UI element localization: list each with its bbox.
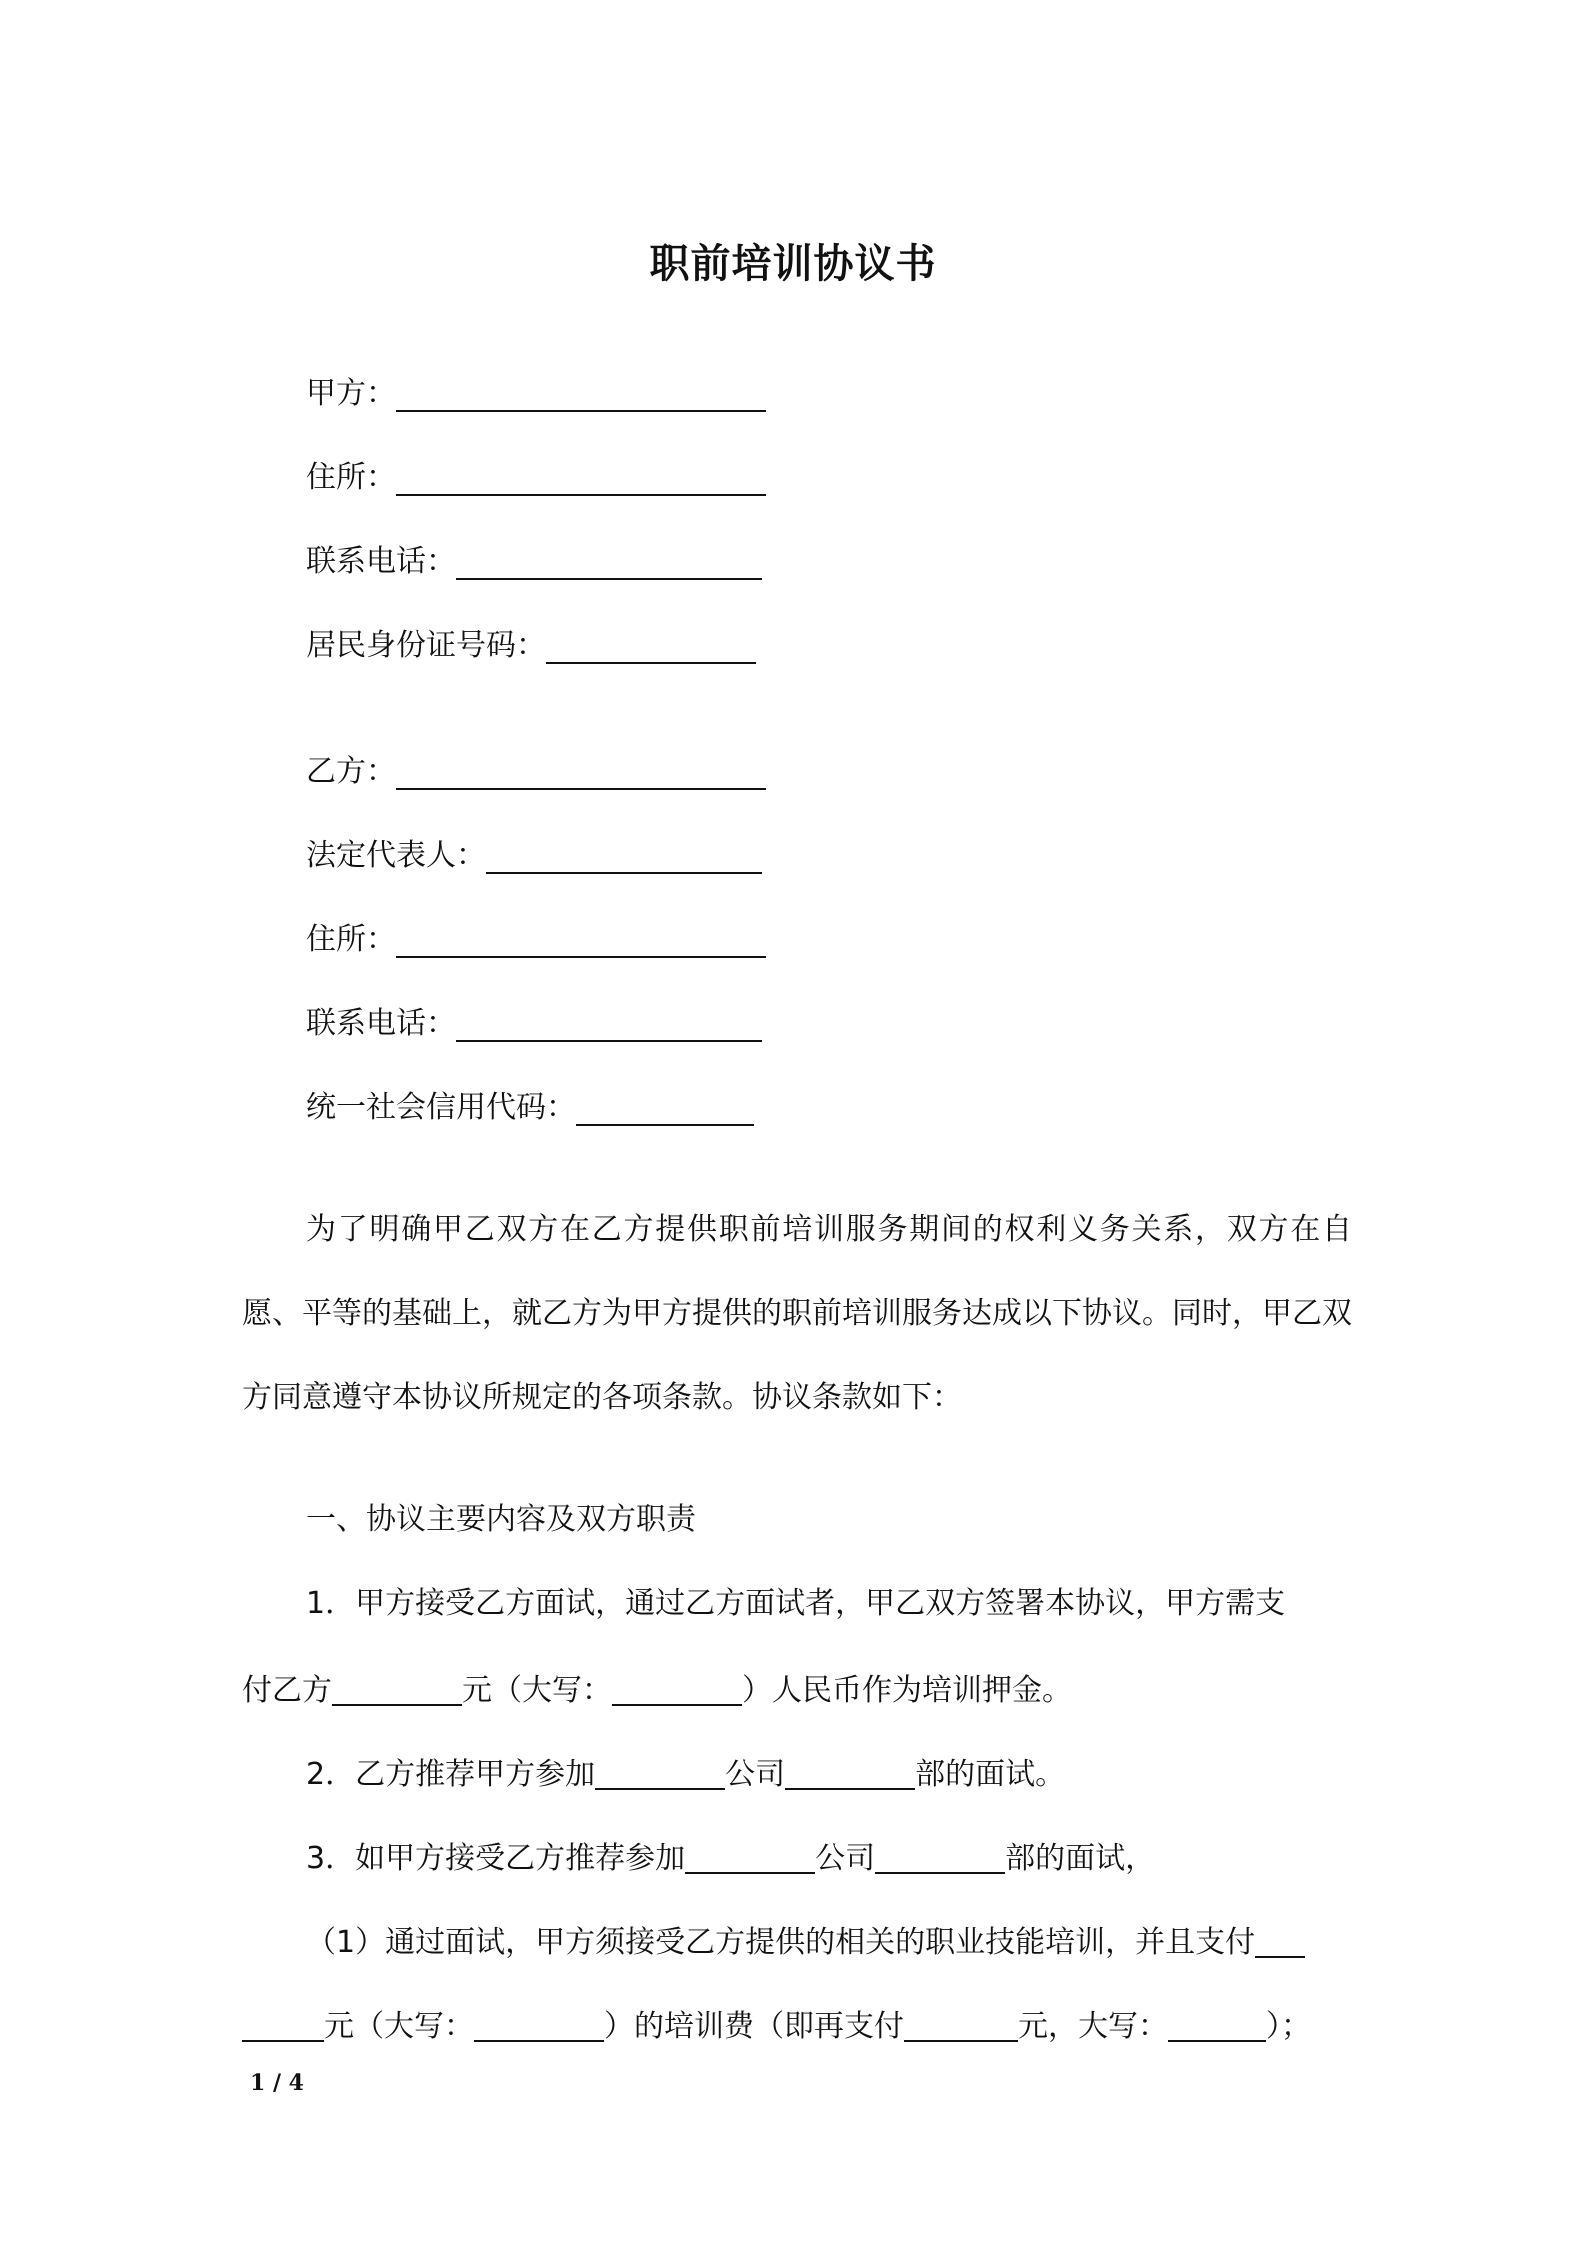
deposit-amount-blank[interactable] [332,1668,462,1706]
training-fee-blank-end[interactable] [242,2004,324,2042]
clause-1-text-c: ）人民币作为培训押金。 [742,1673,1072,1708]
section-1-heading: 一、协议主要内容及双方职责 [306,1502,696,1537]
party-b-address-label: 住所： [306,922,396,957]
party-a-name-field [306,364,766,414]
party-b-credit-code-label: 统一社会信用代码： [306,1090,576,1125]
clause-3-text-a: 3．如甲方接受乙方推荐参加 [306,1841,686,1876]
party-b-legal-rep-field [306,826,762,876]
clause-1-line-1: 1．甲方接受乙方面试，通过乙方面试者，甲乙双方签署本协议，甲方需支 [306,1586,1286,1621]
clause-1-line-2 [242,1668,1072,1712]
clause-3-line [306,1836,1155,1880]
deposit-amount-words-blank[interactable] [612,1668,742,1706]
clause-3-1-text-a: （1）通过面试，甲方须接受乙方提供的相关的职业技能培训，并且支付 [306,1925,1256,1960]
additional-payment-words-blank[interactable] [1168,2004,1266,2042]
clause-2-company-blank[interactable] [595,1752,725,1790]
party-b-credit-code-field [306,1078,754,1128]
party-b-legal-rep-label: 法定代表人： [306,838,486,873]
clause-1-text-b: 元（大写： [462,1673,612,1708]
clause-2-department-blank[interactable] [785,1752,915,1790]
clause-1-text-a: 付乙方 [242,1673,332,1708]
clause-3-1-line-1 [306,1920,1305,1964]
party-a-phone-blank[interactable] [456,540,762,580]
clause-3-1-line-2 [242,2004,1311,2048]
party-a-phone-label: 联系电话： [306,544,456,579]
party-a-id-label: 居民身份证号码： [306,628,546,663]
party-b-name-field [306,742,766,792]
training-fee-blank-start[interactable] [1255,1920,1305,1958]
clause-3-1-text-c: ）的培训费（即再支付 [604,2009,904,2044]
party-a-address-label: 住所： [306,460,396,495]
party-b-phone-blank[interactable] [456,1002,762,1042]
clause-2-text-b: 公司 [725,1757,786,1792]
party-a-id-blank[interactable] [546,624,756,664]
party-b-address-field [306,910,766,960]
clause-2-line [306,1752,1065,1796]
clause-3-text-b: 公司 [815,1841,876,1876]
clause-3-1-text-d: 元，大写： [1018,2009,1168,2044]
clause-3-department-blank[interactable] [875,1836,1005,1874]
intro-paragraph: 为了明确甲乙双方在乙方提供职前培训服务期间的权利义务关系，双方在自愿、平等的基础上，就乙方为甲方提供的职前培训服务达成以下协议。同时，甲乙双方同意遵守本协议所规定的各项条款。协议条款如下： [242,1212,1352,1415]
clause-3-text-c: 部的面试， [1005,1841,1156,1876]
party-b-address-blank[interactable] [396,918,766,958]
party-a-address-blank[interactable] [396,456,766,496]
clause-3-company-blank[interactable] [685,1836,815,1874]
party-a-phone-field [306,532,762,582]
clause-3-1-text-b: 元（大写： [324,2009,474,2044]
party-b-phone-field [306,994,762,1044]
party-b-name-label: 乙方： [306,754,396,789]
training-fee-words-blank[interactable] [474,2004,604,2042]
party-a-name-blank[interactable] [396,372,766,412]
document-title: 职前培训协议书 [649,241,937,287]
party-b-name-blank[interactable] [396,750,766,790]
page-number: 1 / 4 [250,2070,304,2096]
party-a-address-field [306,448,766,498]
party-a-id-field [306,616,756,666]
clause-2-text-a: 2．乙方推荐甲方参加 [306,1757,596,1792]
party-a-name-label: 甲方： [306,376,396,411]
clause-3-1-text-e: ）； [1266,2009,1311,2044]
party-b-legal-rep-blank[interactable] [486,834,762,874]
clause-2-text-c: 部的面试。 [915,1757,1066,1792]
party-b-phone-label: 联系电话： [306,1006,456,1041]
party-b-credit-code-blank[interactable] [576,1086,754,1126]
additional-payment-blank[interactable] [904,2004,1018,2042]
